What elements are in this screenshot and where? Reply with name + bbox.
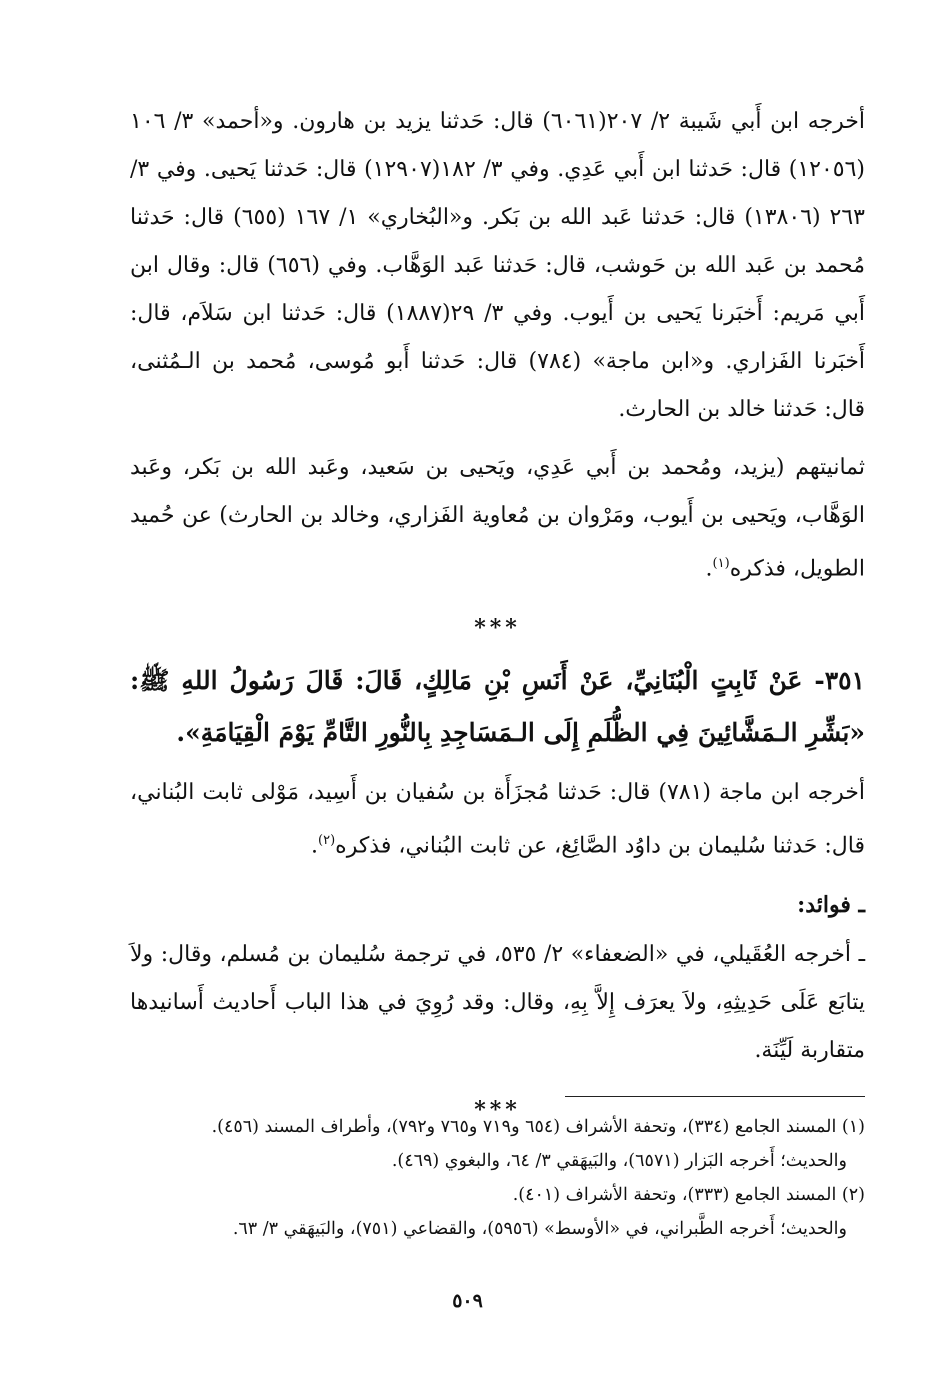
section-divider-1: *** bbox=[474, 615, 521, 642]
section-title-fawaid: ـ فوائد: bbox=[797, 891, 865, 918]
paragraph-takhrij-2: أخرجه ابن ماجة (٧٨١) قال: حَدثنا مُجزَأَة بن سُفيان بن أَسِيد، مَوْلى ثابت البُناني، قال: حَدثنا سُليمان بن داوُد الصَّائِغ، عن ثابت البُناني، فذكره$^{(٢)}$. bbox=[130, 780, 865, 859]
footnote-2-continuation: والحديث؛ أَخرجه الطَّبراني، في «الأوسط» (٥٩٥٦)، والقضاعي (٧٥١)، والبَيهَقي ٣/ ٦٣. bbox=[232, 1219, 847, 1239]
hadith-text: ٣٥١- عَنْ ثَابِتٍ الْبُنَانِيِّ، عَنْ أَنَسِ بْنِ مَالِكٍ، قَالَ: قَالَ رَسُولُ اللهِ ﷺ: «بَشِّرِ الـمَشَّائِينَ فِي الظُّلَمِ إِلَى الـمَسَاجِدِ بِالنُّورِ التَّامِّ يَوْمَ الْقِيَامَةِ». bbox=[130, 666, 865, 748]
paragraph-fawaid: ـ أخرجه العُقَيلي، في «الضعفاء» ٢/ ٥٣٥، في ترجمة سُليمان بن مُسلم، وقال: ولاَ يتابَع عَلَى حَدِيثِهِ، ولاَ يعرَف إِلاَّ بِهِ، وقال: وقد رُوِيَ في هذا الباب أَحاديث أَسانيدها متقاربة لَيِّنَة. bbox=[130, 941, 866, 1063]
page-number: ٥٠٩ bbox=[452, 1290, 483, 1312]
footnote-separator bbox=[565, 1096, 865, 1097]
footnote-2: (٢) المسند الجامع (٣٣٣)، وتحفة الأشراف (٤٠١). bbox=[512, 1185, 865, 1205]
paragraph-takhrij-2-text: أخرجه ابن ماجة (٧٨١) قال: حَدثنا مُجزَأَة بن سُفيان بن أَسِيد، مَوْلى ثابت البُناني، قال: حَدثنا سُليمان بن داوُد الصَّائِغ، عن ثابت البُناني، فذكره bbox=[130, 780, 865, 859]
footnotes-block bbox=[130, 1110, 865, 1246]
main-text-block bbox=[130, 98, 865, 1137]
footnote-1: (١) المسند الجامع (٣٣٤)، وتحفة الأشراف (٦٥٤ و٧١٩ و٧٦٥ و٧٩٢)، وأطراف المسند (٤٥٦). bbox=[211, 1117, 865, 1137]
footnote-1-continuation: والحديث؛ أَخرجه البَزار (٦٥٧١)، والبَيهَقي ٣/ ٦٤، والبغوي (٤٦٩). bbox=[391, 1151, 847, 1171]
footnote-ref-2: (٢) bbox=[318, 833, 336, 849]
paragraph-summary: ثمانيتهم (يزيد، ومُحمد بن أَبي عَدِي، ويَحيى بن سَعيد، وعَبد الله بن بَكر، وعَبد الوَهَّاب، ويَحيى بن أَيوب، ومَرْوان بن مُعاوية الفَزاري، وخالد بن الحارث) عن حُميد الطويل، فذكره$^{(١)}$. bbox=[130, 455, 865, 582]
paragraph-takhrij-1: أخرجه ابن أَبي شَيبة ٢/ ٢٠٧(٦٠٦١) قال: حَدثنا يزيد بن هارون. و«أحمد» ٣/ ١٠٦ (١٢٠٥٦) قال: حَدثنا ابن أَبي عَدِي. وفي ٣/ ١٨٢(١٢٩٠٧) قال: حَدثنا يَحيى. وفي ٣/ ٢٦٣ (١٣٨٠٦) قال: حَدثنا عَبد الله بن بَكر. و«البُخاري» ١/ ١٦٧ (٦٥٥) قال: حَدثنا مُحمد بن عَبد الله بن حَوشب، قال: حَدثنا عَبد الوَهَّاب. وفي (٦٥٦) قال: وقال ابن أَبي مَريم: أَخبَرنا يَحيى بن أَيوب. وفي ٣/ ٢٩(١٨٨٧) قال: حَدثنا ابن سَلاَم، قال: أَخبَرنا الفَزاري. و«ابن ماجة» (٧٨٤) قال: حَدثنا أَبو مُوسى، مُحمد بن الـمُثنى، قال: حَدثنا خالد بن الحارث. bbox=[130, 109, 866, 422]
section-divider-2: *** bbox=[474, 1096, 521, 1123]
footnote-ref-1: (١) bbox=[712, 556, 730, 571]
paragraph-summary-text: ثمانيتهم (يزيد، ومُحمد بن أَبي عَدِي، ويَحيى بن سَعيد، وعَبد الله بن بَكر، وعَبد الوَهَّاب، ويَحيى بن أَيوب، ومَرْوان بن مُعاوية الفَزاري، وخالد بن الحارث) عن حُميد الطويل، فذكره bbox=[130, 455, 865, 582]
